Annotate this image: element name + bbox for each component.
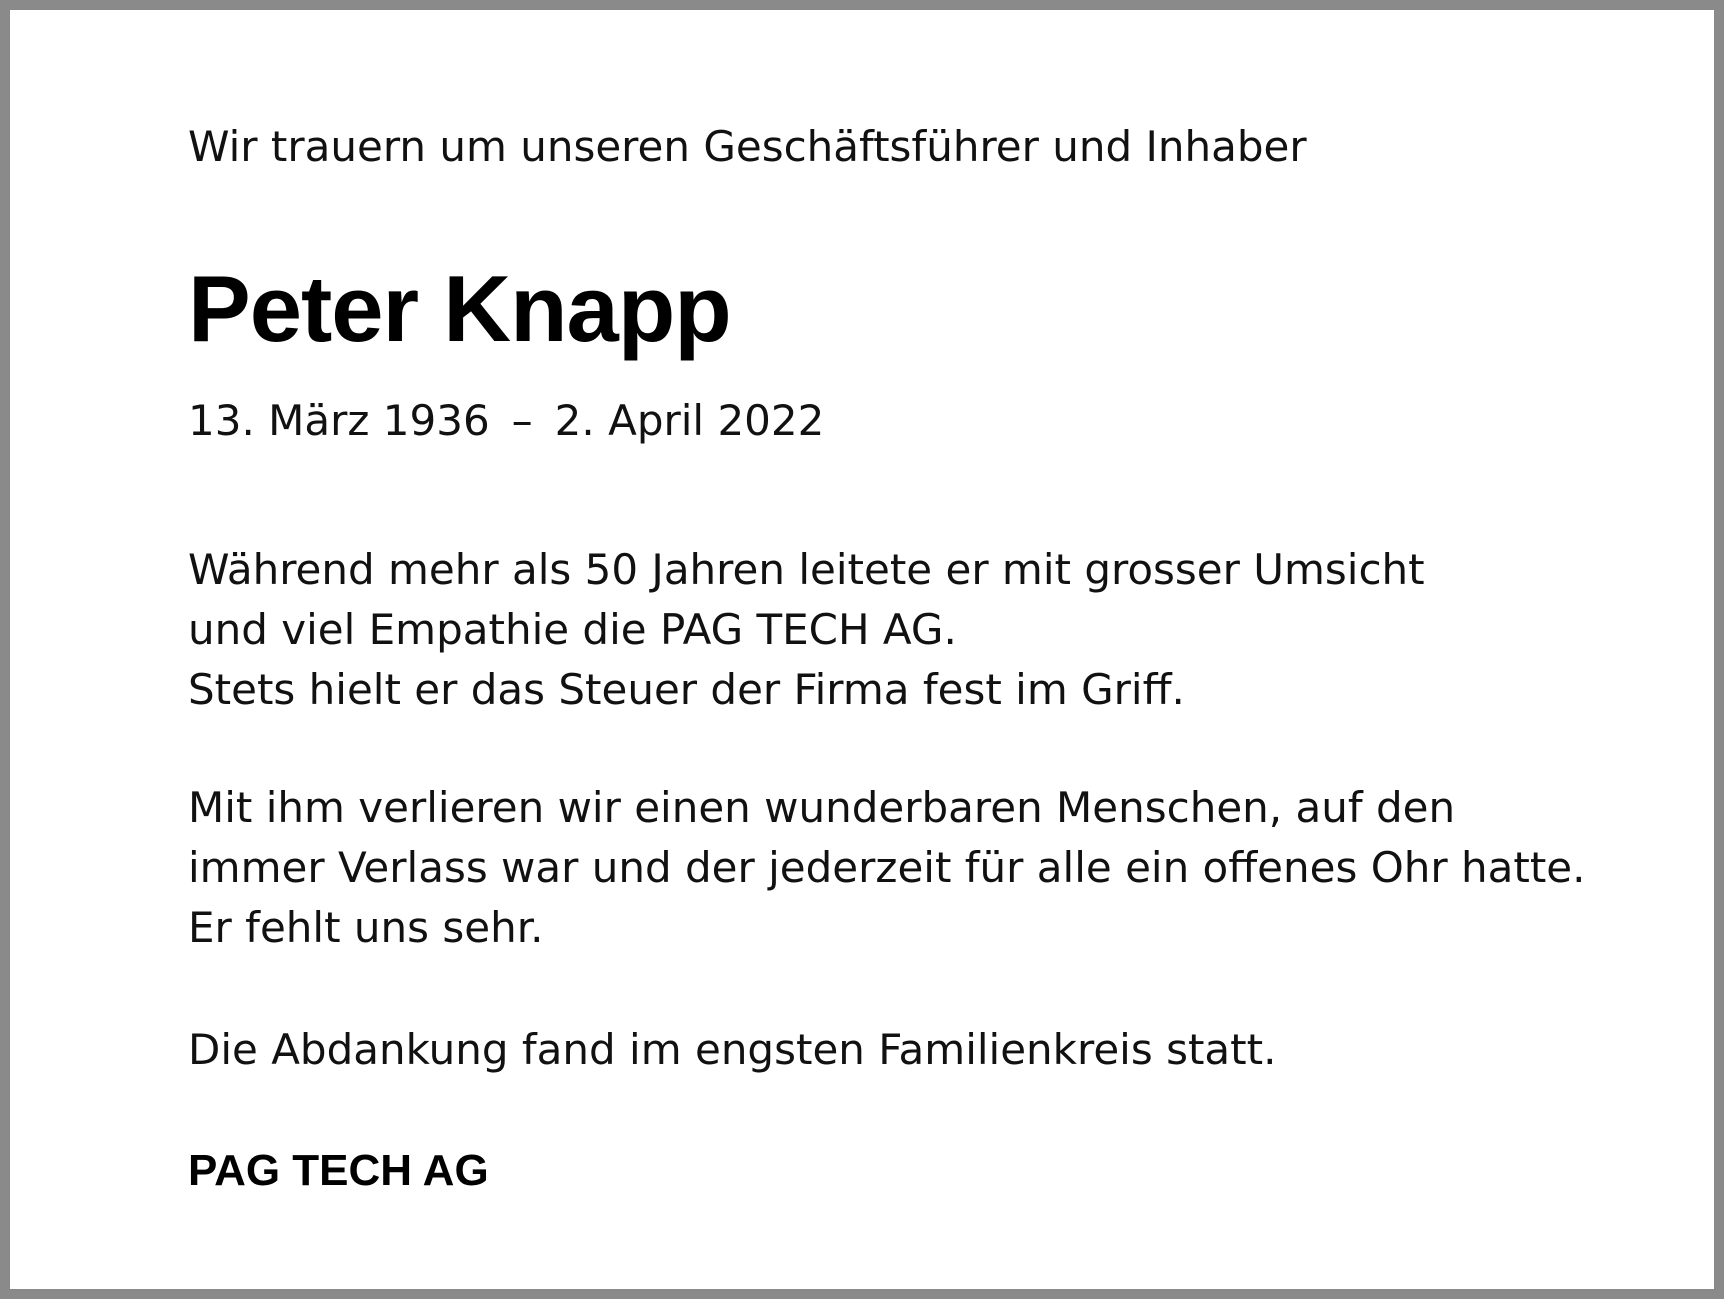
paragraph-remembrance [188, 778, 1585, 958]
deceased-name: Peter Knapp [188, 256, 731, 361]
birth-date: 13. März 1936 [188, 396, 490, 445]
paragraph-tribute [188, 540, 1425, 720]
paragraph-line: Während mehr als 50 Jahren leitete er mit grosser Umsicht [188, 545, 1425, 594]
paragraph-line: Stets hielt er das Steuer der Firma fest im Griff. [188, 665, 1185, 714]
paragraph-line: und viel Empathie die PAG TECH AG. [188, 605, 957, 654]
paragraph-line: immer Verlass war und der jederzeit für alle ein offenes Ohr hatte. [188, 843, 1586, 892]
intro-text: Wir trauern um unseren Geschäftsführer und Inhaber [188, 122, 1307, 171]
paragraph-line: Die Abdankung fand im engsten Familienkreis statt. [188, 1025, 1277, 1074]
date-separator: – [511, 396, 533, 445]
company-signature: PAG TECH AG [188, 1146, 489, 1195]
paragraph-line: Mit ihm verlieren wir einen wunderbaren Menschen, auf den [188, 783, 1456, 832]
death-date: 2. April 2022 [554, 396, 825, 445]
life-dates [188, 396, 824, 446]
paragraph-funeral-info [188, 1020, 1276, 1080]
paragraph-line: Er fehlt uns sehr. [188, 903, 544, 952]
